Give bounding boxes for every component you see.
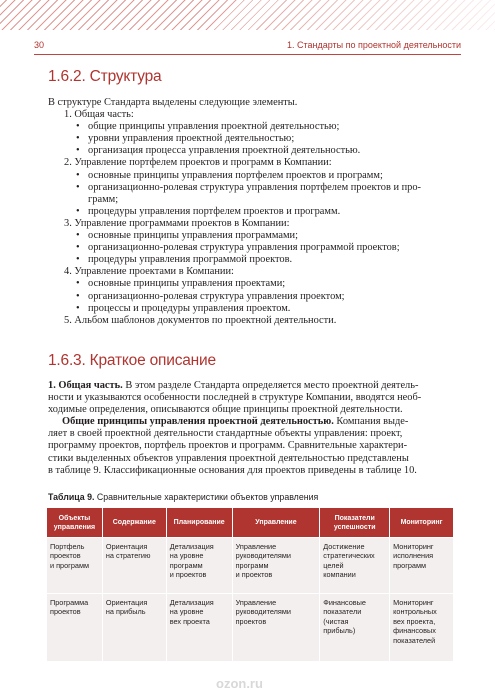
page-number: 30	[34, 40, 45, 50]
section-title-structure: 1.6.2. Структура	[48, 68, 162, 85]
structure-subitem	[48, 121, 455, 133]
structure-item	[48, 109, 455, 121]
table-cell	[232, 594, 320, 662]
bullet-icon: •	[76, 302, 80, 314]
cell-text: программ	[235, 560, 269, 570]
structure-line-text: организационно-ролевая структура управления портфелем проектов и про-	[88, 181, 422, 193]
structure-line-text: организация процесса управления проектной деятельностью.	[88, 145, 361, 157]
cell-text: Ориентация	[105, 598, 148, 607]
cell-text: Ориентация	[105, 542, 148, 551]
table-cell	[390, 538, 454, 594]
cell-text: на стратегию	[105, 551, 151, 561]
structure-line-text: В структуре Стандарта выделены следующие элементы.	[48, 97, 298, 108]
table-caption-text: Сравнительные характеристики объектов управления	[94, 492, 319, 502]
cell-text: показателей	[393, 635, 436, 645]
structure-line-text: грамм;	[88, 193, 119, 205]
description-body	[48, 380, 455, 477]
paragraph-text: Компания выде-	[333, 416, 409, 428]
structure-line-text: 3. Управление программами проектов в Компании:	[64, 217, 290, 229]
cell-text: показатели	[323, 607, 362, 617]
header-text: Содержание	[112, 519, 156, 526]
bullet-icon: •	[76, 278, 80, 290]
chapter-title: 1. Стандарты по проектной деятельности	[286, 40, 461, 50]
paragraph-text: В этом разделе Стандарта определяется место проектной деятель-	[122, 380, 419, 391]
cell-text: Мониторинг	[393, 542, 434, 551]
bullet-icon: •	[76, 133, 80, 145]
cell-text: Мониторинг	[393, 598, 434, 607]
cell-text: и проектов	[169, 570, 207, 580]
structure-line-text: основные принципы управления портфелем проектов и программ;	[88, 169, 383, 181]
cell-text: Детализация	[169, 542, 214, 551]
structure-line-text: организационно-ролевая структура управления проектом;	[88, 290, 345, 302]
cell-text: прибыль)	[323, 626, 356, 636]
paragraph-line: в таблице 9. Классификационные основания для проектов приведены в таблице 10.	[48, 464, 417, 476]
table-row	[47, 538, 454, 594]
structure-subitem	[48, 291, 455, 303]
structure-subitem	[48, 242, 455, 254]
cell-text: программ	[169, 560, 203, 570]
header-rule	[34, 54, 461, 55]
paragraph-line: ляет в своей проектной деятельности стандартные объекты управления: проект,	[48, 428, 403, 440]
table-cell	[102, 594, 166, 662]
cell-text: Достижение	[323, 542, 365, 551]
table-cell	[390, 594, 454, 662]
table-caption-label: Таблица 9.	[48, 492, 95, 502]
paragraph-lead: 1. Общая часть.	[48, 380, 123, 391]
bullet-icon: •	[76, 242, 80, 254]
structure-line-text: общие принципы управления проектной деятельностью;	[88, 121, 340, 133]
header-text: Мониторинг	[400, 519, 443, 526]
bullet-icon: •	[76, 230, 80, 242]
structure-line-text: основные принципы управления проектами;	[88, 278, 286, 290]
structure-line-text: уровни управления проектной деятельностью;	[88, 133, 295, 145]
table-cell	[320, 538, 390, 594]
cell-text: финансовых	[393, 626, 436, 636]
structure-item	[48, 218, 455, 230]
table-header-cell	[320, 508, 390, 538]
structure-subitem	[48, 278, 455, 290]
cell-text: на уровне	[169, 607, 204, 617]
header-text: Показатели	[334, 514, 375, 522]
paragraph-line: программу проектов, портфель проектов и программ. Сравнительные характери-	[48, 440, 408, 452]
cell-text: вех проекта,	[393, 616, 436, 626]
structure-line-text: основные принципы управления программами;	[88, 230, 298, 242]
structure-subitem	[48, 254, 455, 266]
cell-text: Финансовые	[323, 598, 366, 607]
cell-text: Управление	[235, 542, 277, 551]
table-cell	[47, 538, 103, 594]
cell-text: на прибыль	[105, 607, 146, 617]
header-text: управления	[53, 523, 96, 531]
bullet-icon: •	[76, 181, 80, 193]
structure-line-text: организационно-ролевая структура управления программой проектов;	[88, 242, 400, 254]
structure-subitem	[48, 170, 455, 182]
paragraph-lead: Общие принципы управления проектной деятельностью.	[62, 416, 334, 428]
table-header-cell	[102, 508, 166, 538]
bullet-icon: •	[76, 145, 80, 157]
cell-text: стратегических	[323, 551, 375, 561]
structure-line-text: 2. Управление портфелем проектов и программ в Компании:	[64, 157, 332, 169]
table-header-cell	[47, 508, 103, 538]
bullet-icon: •	[76, 205, 80, 217]
structure-subitem-continued	[48, 194, 455, 206]
table-header-cell	[232, 508, 320, 538]
comparison-table	[46, 507, 454, 662]
cell-text: проектов	[50, 551, 81, 561]
cell-text: Детализация	[169, 598, 214, 607]
header-text: Объекты	[58, 514, 91, 522]
structure-line-text: процедуры управления портфелем проектов и программ.	[88, 205, 341, 217]
paragraph-line	[48, 380, 455, 392]
cell-text: и проектов	[235, 570, 273, 580]
table-row	[47, 594, 454, 662]
table-cell	[166, 594, 232, 662]
table-cell	[166, 538, 232, 594]
structure-subitem	[48, 182, 455, 194]
paragraph-line: стики выделенных объектов управления проектной деятельностью представлены	[48, 452, 409, 464]
structure-subitem	[48, 206, 455, 218]
table-cell	[47, 594, 103, 662]
header-text: успешности	[333, 523, 376, 531]
paragraph-general-part	[48, 380, 455, 416]
cell-text: и программ	[50, 560, 89, 570]
bullet-icon: •	[76, 254, 80, 266]
paragraph-line: ности и указываются особенности последней в структуре Компании, вводятся необ-	[48, 392, 422, 404]
cell-text: руководителями	[235, 607, 291, 617]
cell-text: Программа	[50, 598, 89, 607]
watermark-text: ozon.ru	[216, 676, 263, 691]
cell-text: на уровне	[169, 551, 204, 561]
header-text: Управление	[255, 519, 297, 526]
cell-text: вех проекта	[169, 616, 210, 626]
cell-text: целей	[323, 560, 344, 570]
structure-item	[48, 266, 455, 278]
table-header-cell	[166, 508, 232, 538]
table-header-row	[47, 508, 454, 538]
structure-item	[48, 315, 455, 327]
paragraph-principles	[48, 416, 455, 476]
table-cell	[102, 538, 166, 594]
structure-subitem	[48, 230, 455, 242]
cell-text: руководителями	[235, 551, 291, 561]
cell-text: проектов	[50, 607, 81, 617]
structure-list	[48, 97, 455, 327]
cell-text: исполнения	[393, 551, 434, 561]
table-cell	[232, 538, 320, 594]
structure-item	[48, 157, 455, 169]
table-cell	[320, 594, 390, 662]
cell-text: Портфель	[50, 542, 85, 551]
cell-text: Управление	[235, 598, 277, 607]
structure-subitem	[48, 145, 455, 157]
cell-text: компании	[323, 570, 356, 580]
structure-line-text: процедуры управления программой проектов.	[88, 254, 293, 266]
structure-line-text: 4. Управление проектами в Компании:	[64, 266, 234, 278]
cell-text: проектов	[235, 616, 267, 626]
header-text: Планирование	[173, 519, 225, 526]
header-hatch-fade	[0, 0, 495, 30]
bullet-icon: •	[76, 169, 80, 181]
table-header-cell	[390, 508, 454, 538]
bullet-icon: •	[76, 121, 80, 133]
bullet-icon: •	[76, 290, 80, 302]
structure-line-text: процессы и процедуры управления проектом.	[88, 302, 291, 314]
structure-intro	[48, 97, 455, 109]
structure-subitem	[48, 133, 455, 145]
structure-line-text: 5. Альбом шаблонов документов по проектной деятельности.	[64, 314, 337, 326]
cell-text: программ	[393, 560, 427, 570]
section-title-description: 1.6.3. Краткое описание	[48, 352, 216, 369]
structure-subitem	[48, 303, 455, 315]
paragraph-line	[48, 416, 455, 428]
running-head	[34, 40, 461, 55]
paragraph-line: ходимые определения, описываются общие принципы проектной деятельности.	[48, 404, 403, 416]
cell-text: контрольных	[393, 607, 437, 617]
structure-line-text: 1. Общая часть:	[64, 109, 134, 121]
cell-text: (чистая	[323, 616, 349, 626]
table-caption	[48, 492, 318, 502]
